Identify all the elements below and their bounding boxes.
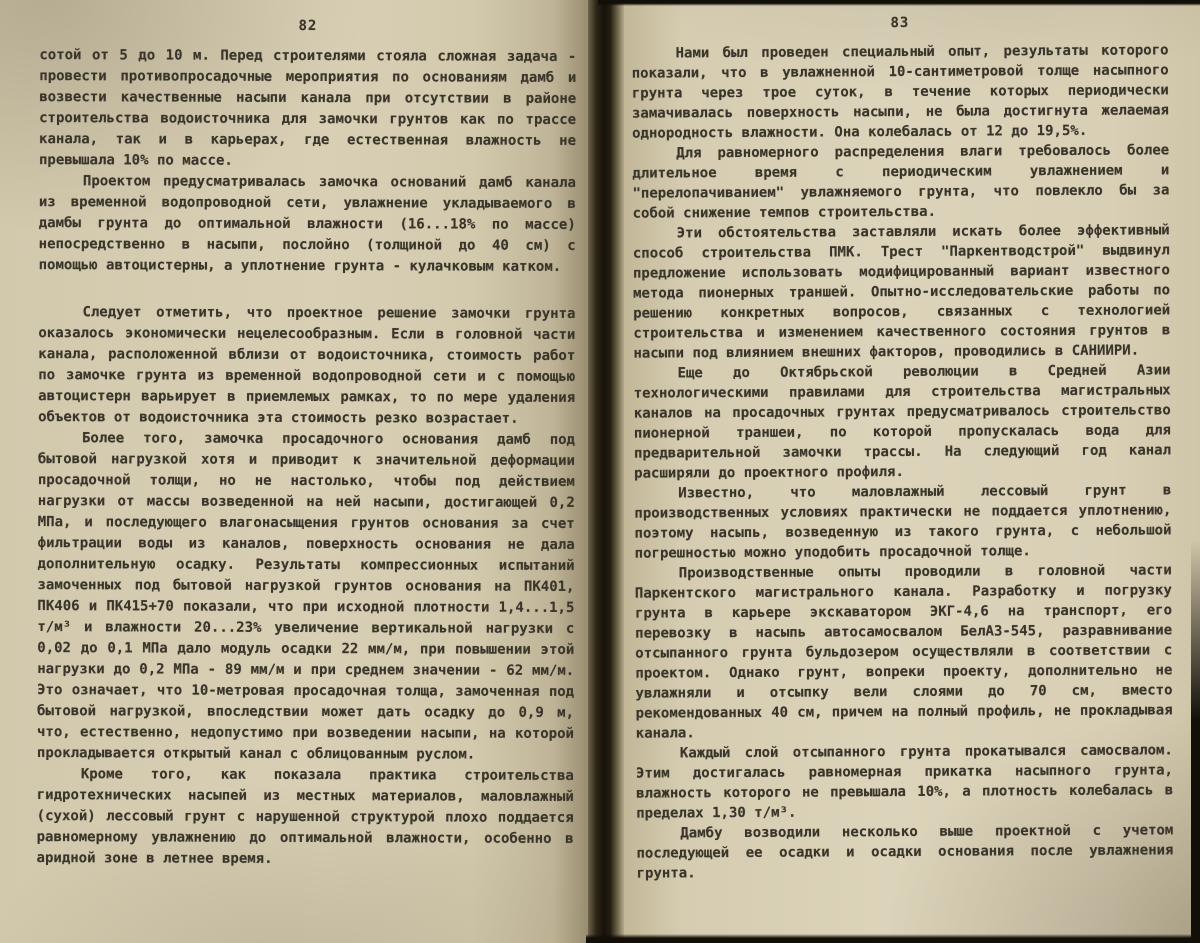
page-number-left: 82 (298, 17, 318, 35)
paragraph: Дамбу возводили несколько выше проектной с учетом последующей ее осадки и осадки основания после увлажнения грунта. (636, 822, 1174, 882)
scan-edge-right (1191, 540, 1200, 943)
page-number-right: 83 (890, 14, 910, 32)
paragraph: Эти обстоятельства заставляли искать более эффективный способ строительства ПМК. Трест "Паркентводстрой" выдвинул предложение использовать модифицированный вариант известного метода пионерных траншей. Опытно-исследовательские работы по решению конкретных вопросов, связанных с технологией строительства и изменением качественного состояния грунтов в насыпи под влиянием внешних факторов, проводились в САНИИРИ. (632, 222, 1171, 362)
book-spine (588, 0, 624, 943)
paragraph: Известно, что маловлажный лессовый грунт в производственных условиях практически не поддается уплотнению, поэтому насыпь, возведенную из такого грунта, с небольшой погрешностью можно уподобить просадочной толще. (634, 482, 1172, 562)
paragraph: Для равномерного распределения влаги требовалось более длительное время с периодическим увлажнением и "перелопачиванием" увлажняемого грунта, что повлекло бы за собой снижение темпов строительства. (632, 142, 1170, 222)
paragraph: Следует отметить, что проектное решение замочки грунта оказалось экономически нецелесообразным. Если в головной части канала, расположенной вблизи от водоисточника, стоимость работ по замочке грунта из временной водопроводной сети и с помощью автоцистерн варьирует в приемлемых рамках, то по мере удаления объектов от водоисточника эта стоимость резко возрастает. (38, 304, 576, 427)
paragraph: Производственные опыты проводили в головной части Паркентского магистрального канала. Разработку и погрузку грунта в карьере экскаватором ЭКГ-4,6 на транспорт, его перевозку в насыпь автосамосвалом БелАЗ-545, разравнивание отсыпанного грунта бульдозером осуществляли в соответствии с проектом. Однако грунт, вопреки проекту, дополнительно не увлажняли и отсыпку вели слоями до 70 см, вместо рекомендованных 40 см, причем на полный профиль, не прокладывая канала. (634, 562, 1173, 742)
page-82-text-block (37, 15, 577, 871)
paragraph: Каждый слой отсыпанного грунта прокатывался самосвалом. Этим достигалась равномерная прикатка насыпного грунта, влажность которого не превышала 10%, а плотность колебалась в пределах 1,30 т/м³. (635, 742, 1174, 822)
paragraph: Проектом предусматривалась замочка оснований дамб канала из временной водопроводной сети, увлажнение укладываемого в дамбы грунта до оптимальной влажности (16...18% по массе) непосредственно в насыпи, послойно (толщиной до 40 см) с помощью автоцистерны, а уплотнение грунта - кулачковым катком. (38, 173, 576, 275)
paragraph: Кроме того, как показала практика строительства гидротехнических насыпей из местных материалов, маловлажный (сухой) лессовый грунт с нарушенной структурой плохо поддается равномерному увлажнению до оптимальной влажности, особенно в аридной зоне в летнее время. (36, 766, 574, 867)
paragraph: сотой от 5 до 10 м. Перед строителями стояла сложная задача - провести противопросадочные мероприятия по основаниям дамб и возвести качественные насыпи канала при отсутствии в районе строительства водоисточника для замочки грунтов как по трассе канала, так и в карьерах, где естественная влажность не превышала 10% по массе. (38, 47, 577, 169)
page-82 (0, 0, 588, 943)
paragraph: Нами был проведен специальный опыт, результаты которого показали, что в увлажненной 10-сантиметровой толще насыпного грунта через трое суток, в течение которых периодически замачивалась поверхность насыпи, не была достигнута желаемая однородность влажности. Она колебалась от 12 до 19,5%. (631, 42, 1169, 142)
paragraph: Более того, замочка просадочного основания дамб под бытовой нагрузкой хотя и приводит к значительной деформации просадочной толщи, но не настолько, чтобы под действием нагрузки от массы возведенной на ней насыпи, достигающей 0,2 МПа, и последующего влагонасыщения грунтов основания за счет фильтрации воды из каналов, поверхность основания не дала дополнительную осадку. Результаты компрессионных испытаний замоченных под бытовой нагрузкой грунтов основания на ПК401, ПК406 и ПК415+70 показали, что при исходной плотности 1,4...1,5 т/м³ и влажности 20...23% увеличение вертикальной нагрузки с 0,02 до 0,1 МПа дало модуль осадки 22 мм/м, при повышении этой нагрузки до 0,2 МПа - 89 мм/м и при среднем значении - 62 мм/м. Это означает, что 10-метровая просадочная толща, замоченная под бытовой нагрузкой, впоследствии может дать осадку до 0,9 м, что, естественно, недопустимо при возведении насыпи, на которой прокладывается открытый канал с облицованным руслом. (36, 430, 576, 763)
scan-edge-bottom (586, 934, 1200, 943)
paragraph: Еще до Октябрьской революции в Средней Азии технологическими правилами для строительства магистральных каналов на просадочных грунтах предусматривалось строительство пионерной траншеи, по которой пропускалась вода для предварительной замочки трассы. На следующий год канал расширяли до проектного профиля. (633, 362, 1172, 482)
page-83 (624, 0, 1200, 943)
page-83-text-block (631, 11, 1173, 883)
scan-edge-top (598, 0, 1200, 6)
